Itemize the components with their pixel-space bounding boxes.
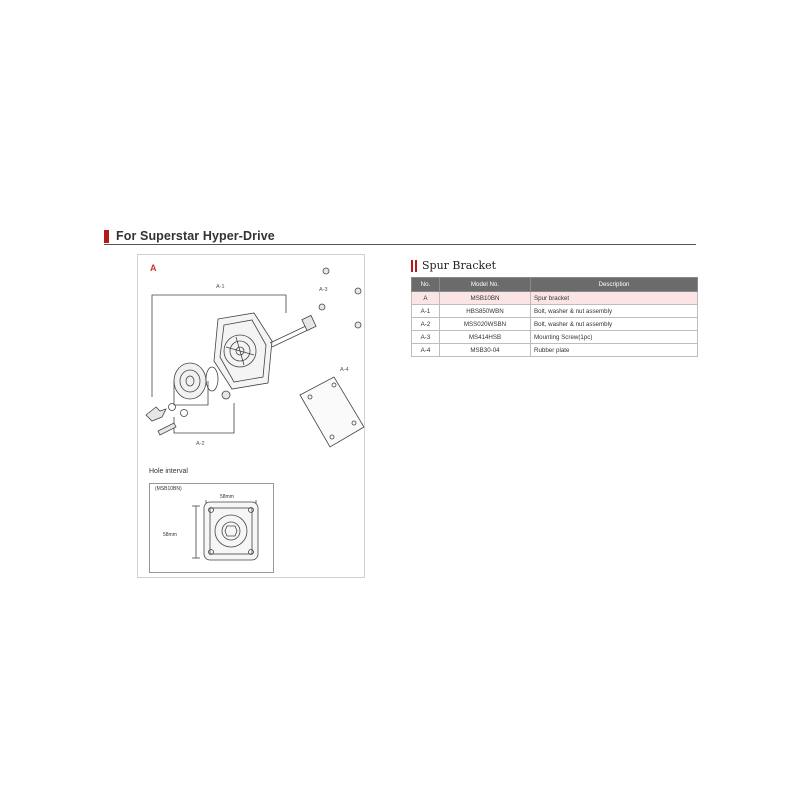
cell-description: Bolt, washer & nut assembly (531, 305, 698, 318)
cell-no: A-3 (412, 331, 440, 344)
exploded-diagram-panel (137, 254, 365, 578)
section-header (104, 229, 696, 245)
cell-no: A-2 (412, 318, 440, 331)
callout-line-a2 (174, 403, 234, 433)
spur-accent-bar (415, 260, 417, 272)
column-header-no: No. (412, 278, 440, 292)
cell-model: HBS850WBN (440, 305, 531, 318)
mounting-screws (319, 268, 361, 328)
cell-description: Spur bracket (531, 292, 698, 305)
table-row (412, 318, 698, 331)
washer (181, 410, 188, 417)
nut (222, 391, 230, 399)
callout-a4: A-4 (340, 367, 349, 373)
rubber-plate (300, 377, 364, 447)
callout-a2: A-2 (196, 441, 205, 447)
spur-bracket-title: Spur Bracket (422, 259, 497, 272)
hole-width-label: 58mm (220, 494, 234, 500)
callout-a1: A-1 (216, 284, 225, 290)
gear-assembly (174, 363, 218, 405)
hole-height-label: 58mm (163, 532, 177, 538)
column-header-model: Model No. (440, 278, 531, 292)
cell-model: MSS020WSBN (440, 318, 531, 331)
cell-description: Rubber plate (531, 344, 698, 357)
cell-no: A (412, 292, 440, 305)
cell-model: MSB10BN (440, 292, 531, 305)
table-row (412, 305, 698, 318)
hole-interval-model: (MSB10BN) (155, 486, 182, 492)
parts-table (411, 277, 698, 357)
section-divider (104, 244, 696, 245)
long-bolt (270, 315, 316, 347)
cell-no: A-1 (412, 305, 440, 318)
table-row (412, 344, 698, 357)
spur-bracket-header (411, 258, 698, 274)
mounting-plate (214, 313, 272, 389)
cell-description: Bolt, washer & nut assembly (531, 318, 698, 331)
cell-description: Mounting Screw(1pc) (531, 331, 698, 344)
cell-model: MSB30-04 (440, 344, 531, 357)
hole-interval-box (149, 483, 274, 573)
exploded-diagram (138, 255, 364, 460)
cell-no: A-4 (412, 344, 440, 357)
wing-nut (146, 407, 166, 421)
washer (169, 404, 176, 411)
column-header-description: Description (531, 278, 698, 292)
cell-model: MS414HSB (440, 331, 531, 344)
section-accent-bar (104, 230, 109, 243)
table-header-row (412, 278, 698, 292)
small-bolt (158, 423, 176, 435)
hole-interval-diagram (150, 484, 273, 572)
table-row (412, 292, 698, 305)
hole-interval-title: Hole interval (149, 468, 188, 475)
figure-letter: A (150, 263, 157, 273)
spur-accent-bar (411, 260, 413, 272)
table-row (412, 331, 698, 344)
section-title: For Superstar Hyper-Drive (116, 229, 275, 243)
callout-a3: A-3 (319, 287, 328, 293)
